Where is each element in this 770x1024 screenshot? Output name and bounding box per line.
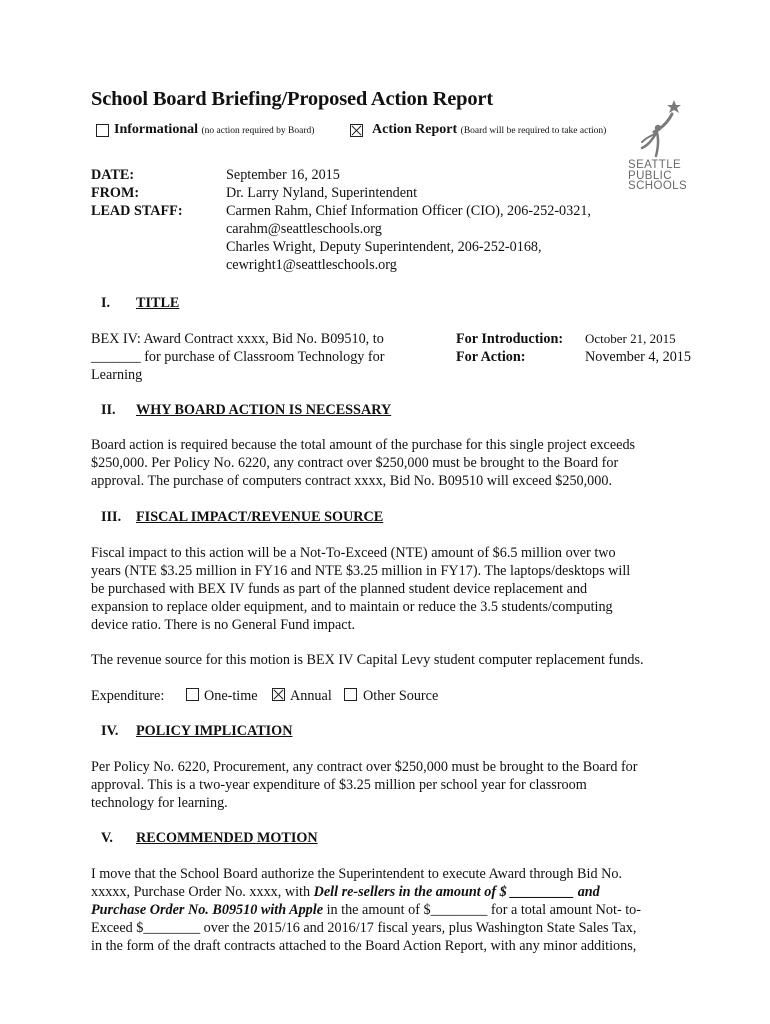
lead-staff-line: Carmen Rahm, Chief Information Officer (CIO), 206-252-0321, [226, 203, 591, 219]
paragraph-line: years (NTE $3.25 million in FY16 and NTE $3.25 million in FY17). The laptops/desktops will [91, 563, 631, 579]
annual-checkbox[interactable] [272, 688, 285, 701]
paragraph-line: Board action is required because the total amount of the purchase for this single project exceeds [91, 437, 636, 453]
from-label: FROM: [91, 185, 140, 201]
other-source-checkbox[interactable] [344, 688, 357, 701]
informational-label: Informational [114, 122, 198, 137]
logo-line: SEATTLE [628, 159, 682, 171]
informational-note: (no action required by Board) [201, 126, 315, 136]
action-report-checkbox[interactable] [350, 124, 363, 137]
lead-staff-line: Charles Wright, Deputy Superintendent, 206-252-0168, [226, 239, 542, 255]
motion-line: I move that the School Board authorize the Superintendent to execute Award through Bid No. [91, 866, 622, 882]
paragraph-line: approval. This is a two-year expenditure of $3.25 million per school year for classroom [91, 777, 587, 793]
section-number: IV. [101, 723, 119, 739]
action-report-note: (Board will be required to take action) [460, 126, 607, 136]
motion-text: xxxxx, Purchase Order No. xxxx, with [91, 884, 314, 900]
section-heading-motion: RECOMMENDED MOTION [136, 830, 318, 846]
lead-staff-line: cewright1@seattleschools.org [226, 257, 397, 273]
star-figure-icon [628, 98, 688, 160]
title-text-line: BEX IV: Award Contract xxxx, Bid No. B09510, to [91, 331, 384, 347]
annual-label: Annual [290, 688, 332, 704]
lead-staff-line: carahm@seattleschools.org [226, 221, 382, 237]
section-number: I. [101, 295, 111, 311]
other-source-label: Other Source [363, 688, 439, 704]
paragraph-line: Fiscal impact to this action will be a Not-To-Exceed (NTE) amount of $6.5 million over two [91, 545, 616, 561]
section-number: II. [101, 402, 116, 418]
informational-checkbox[interactable] [96, 124, 109, 137]
paragraph-line: approval. The purchase of computers contract xxxx, Bid No. B09510 will exceed $250,000. [91, 473, 613, 489]
lead-staff-label: LEAD STAFF: [91, 203, 183, 219]
page-title: School Board Briefing/Proposed Action Report [91, 88, 493, 110]
title-text-line: _______ for purchase of Classroom Technology for [91, 349, 385, 365]
logo-line: PUBLIC [628, 169, 672, 182]
for-introduction-label: For Introduction: [456, 331, 564, 347]
section-number: V. [101, 830, 113, 846]
seattle-public-schools-logo [628, 98, 688, 198]
motion-line: in the form of the draft contracts attached to the Board Action Report, with any minor additions, [91, 938, 637, 954]
motion-text: in the amount of $________ for a total amount Not- to- [323, 902, 641, 918]
section-heading-fiscal: FISCAL IMPACT/REVENUE SOURCE [136, 509, 384, 525]
motion-line [91, 883, 600, 901]
action-report-option [372, 122, 606, 138]
paragraph-line: be purchased with BEX IV funds as part of the planned student device replacement and [91, 581, 588, 597]
section-number: III. [101, 509, 122, 525]
logo-line: SCHOOLS [628, 180, 688, 192]
informational-option [114, 122, 314, 138]
motion-emphasis: Dell re-sellers in the amount of $ _________ and [313, 884, 600, 900]
revenue-source-line: The revenue source for this motion is BEX IV Capital Levy student computer replacement funds. [91, 652, 644, 668]
for-action-date: November 4, 2015 [585, 349, 691, 365]
for-introduction-date: October 21, 2015 [585, 331, 676, 346]
paragraph-line: expansion to replace older equipment, and to maintain or reduce the 3.5 students/computing [91, 599, 613, 615]
date-value: September 16, 2015 [226, 167, 340, 183]
for-action-label: For Action: [456, 349, 526, 365]
section-heading-why: WHY BOARD ACTION IS NECESSARY [136, 402, 392, 418]
one-time-checkbox[interactable] [186, 688, 199, 701]
title-text-line: Learning [91, 367, 143, 383]
one-time-label: One-time [204, 688, 258, 704]
section-heading-title: TITLE [136, 295, 180, 311]
motion-emphasis: Purchase Order No. B09510 with Apple [91, 902, 324, 918]
from-value: Dr. Larry Nyland, Superintendent [226, 185, 418, 201]
date-label: DATE: [91, 167, 135, 183]
expenditure-label: Expenditure: [91, 688, 165, 704]
motion-line [91, 901, 641, 919]
motion-line: Exceed $________ over the 2015/16 and 2016/17 fiscal years, plus Washington State Sales Tax, [91, 920, 637, 936]
paragraph-line: $250,000. Per Policy No. 6220, any contract over $250,000 must be brought to the Board for [91, 455, 619, 471]
section-heading-policy: POLICY IMPLICATION [136, 723, 293, 739]
action-report-label: Action Report [372, 122, 458, 137]
paragraph-line: technology for learning. [91, 795, 228, 811]
paragraph-line: device ratio. There is no General Fund impact. [91, 617, 356, 633]
paragraph-line: Per Policy No. 6220, Procurement, any contract over $250,000 must be brought to the Board for [91, 759, 638, 775]
